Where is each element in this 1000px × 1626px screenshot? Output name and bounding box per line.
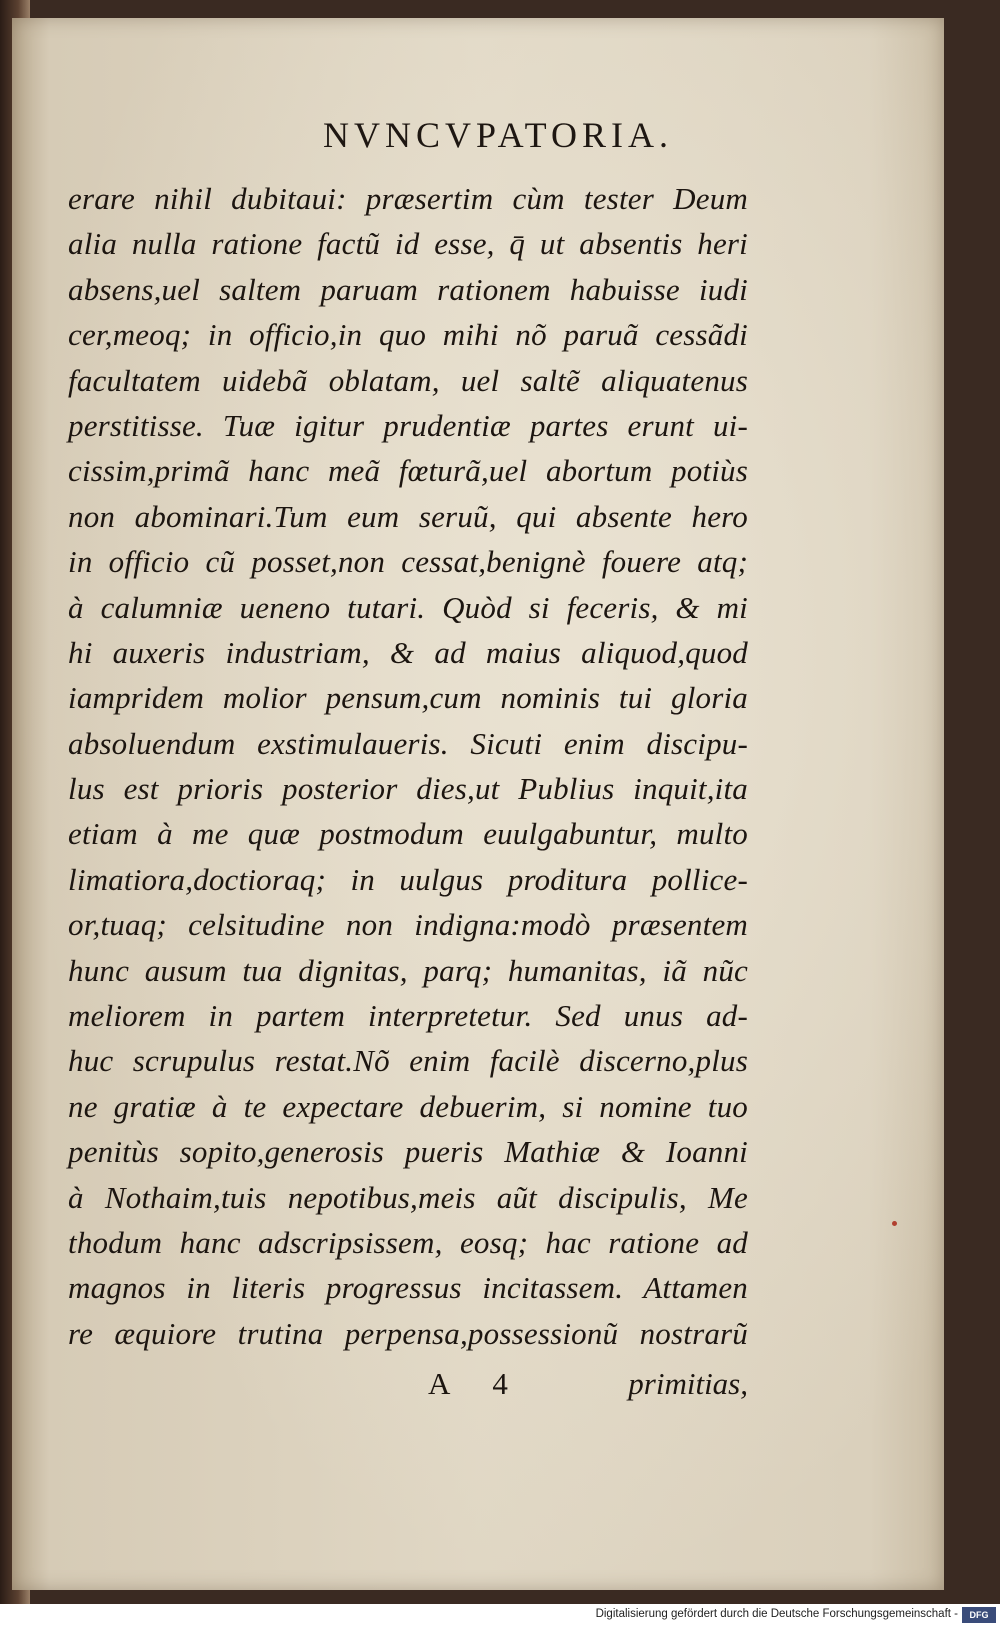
text-line: etiam à me quæ postmodum euulgabuntur, multo	[68, 816, 748, 852]
text-line: facultatem uidebã oblatam, uel saltẽ aliquatenus	[68, 362, 748, 398]
ink-spot	[892, 1221, 897, 1226]
text-line: re æquiore trutina perpensa,possessionũ nostrarũ	[68, 1315, 748, 1351]
text-line: à Nothaim,tuis nepotibus,meis aũt discipulis, Me	[68, 1179, 748, 1215]
signature-mark: A 4	[428, 1366, 526, 1401]
text-line: perstitisse. Tuæ igitur prudentiæ partes erunt ui-	[68, 407, 748, 443]
text-line: à calumniæ ueneno tutari. Quòd si feceris, & mi	[68, 589, 748, 625]
catchword: primitias,	[628, 1366, 748, 1401]
text-line: ne gratiæ à te expectare debuerim, si nomine tuo	[68, 1088, 748, 1124]
text-line: or,tuaq; celsitudine non indigna:modò præsentem	[68, 907, 748, 943]
text-line: absens,uel saltem paruam rationem habuisse iudi	[68, 271, 748, 307]
running-head: NVNCVPATORIA.	[322, 115, 674, 155]
text-line: thodum hanc adscripsissem, eosq; hac ratione ad	[68, 1224, 748, 1260]
dfg-logo: DFG	[962, 1607, 996, 1623]
text-line: lus est prioris posterior dies,ut Publius inquit,ita	[68, 771, 748, 807]
text-line: alia nulla ratione factũ id esse, q̄ ut absentis heri	[68, 226, 748, 262]
text-line: huc scrupulus restat.Nõ enim facilè discerno,plus	[68, 1043, 748, 1079]
funding-credit: Digitalisierung gefördert durch die Deutsche Forschungsgemeinschaft -	[595, 1608, 958, 1620]
text-line: magnos in literis progressus incitassem. Attamen	[68, 1270, 748, 1306]
text-line: iampridem molior pensum,cum nominis tui gloria	[68, 680, 748, 716]
text-line: penitùs sopito,generosis pueris Mathiæ & Ioanni	[68, 1134, 748, 1170]
text-line: in officio cũ posset,non cessat,benignè fouere atq;	[68, 544, 748, 580]
text-line: hi auxeris industriam, & ad maius aliquod,quod	[68, 634, 748, 670]
text-line: limatiora,doctioraq; in uulgus proditura pollice-	[68, 861, 748, 897]
text-line: hunc ausum tua dignitas, parq; humanitas, iã nũc	[68, 952, 748, 988]
text-line: meliorem in partem interpretetur. Sed unus ad-	[68, 998, 748, 1034]
text-line: cissim,primã hanc meã fœturã,uel abortum potiùs	[68, 453, 748, 489]
book-page	[12, 18, 944, 1590]
text-line: cer,meoq; in officio,in quo mihi nõ paruã cessãdi	[68, 317, 748, 353]
page-footer	[68, 1366, 748, 1412]
text-line: absoluendum exstimulaueris. Sicuti enim discipu-	[68, 725, 748, 761]
credit-bar	[0, 1604, 1000, 1626]
body-text	[68, 176, 748, 1356]
text-line: erare nihil dubitaui: præsertim cùm tester Deum	[68, 181, 748, 216]
text-line: non abominari.Tum eum seruũ, qui absente hero	[68, 498, 748, 534]
